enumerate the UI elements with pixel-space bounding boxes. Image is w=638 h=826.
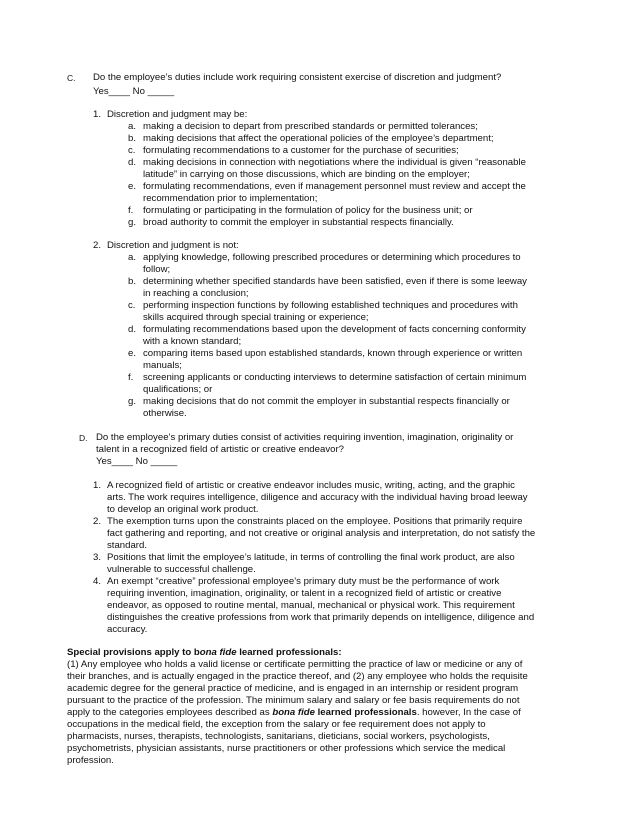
text-run: apply to the categories employees described as <box>67 707 273 718</box>
d-item-text: requiring invention, imagination, originality, or talent in a recognized field of artistic or creative <box>107 588 502 599</box>
d-item-number: 2. <box>93 516 102 527</box>
c2-sub-text: comparing items based upon established standards, known through experience or written <box>143 348 523 359</box>
c1-sub-letter: e. <box>128 181 137 192</box>
section-c-yes-no: Yes____ No _____ <box>93 86 175 97</box>
c2-sub-text: screening applicants or conducting interviews to determine satisfaction of certain minimum <box>143 372 527 383</box>
d-item-text: A recognized field of artistic or creative endeavor includes music, writing, acting, and the graphic <box>107 480 515 491</box>
c1-sub-text-cont: recommendation prior to implementation; <box>143 193 318 204</box>
c2-sub-text: performing inspection functions by following established techniques and procedures with <box>143 300 518 311</box>
c2-sub-text-cont: in reaching a conclusion; <box>143 288 249 299</box>
special-paragraph-line: profession. <box>67 755 114 766</box>
emphasis-run: bona fide <box>272 707 315 718</box>
section-c-item1-number: 1. <box>93 109 102 120</box>
special-paragraph-line: (1) Any employee who holds a valid license or certificate permitting the practice of law or medicine or any of <box>67 659 523 670</box>
c2-sub-letter: c. <box>128 300 136 311</box>
section-c-letter: C. <box>67 73 76 83</box>
c2-sub-letter: d. <box>128 324 137 335</box>
c2-sub-letter: b. <box>128 276 137 287</box>
c2-sub-text: making decisions that do not commit the employer in substantial respects financially or <box>143 396 510 407</box>
d-item-text: accuracy. <box>107 624 148 635</box>
c2-sub-text: applying knowledge, following prescribed procedures or determining which procedures to <box>143 252 521 263</box>
c1-sub-text: formulating or participating in the formulation of policy for the business unit; or <box>143 205 473 216</box>
section-c-item1-title: Discretion and judgment may be: <box>107 109 248 120</box>
c2-sub-text-cont: skills acquired through special training or experience; <box>143 312 369 323</box>
d-item-text: endeavor, as opposed to routine mental, manual, mechanical or physical work. This requirement <box>107 600 515 611</box>
special-paragraph-line <box>67 707 521 719</box>
d-item-text: to develop an original work product. <box>107 504 259 515</box>
special-paragraph-line: academic degree for the general practice of medicine, and is engaged in an internship or resident program <box>67 683 519 694</box>
c2-sub-text: determining whether specified standards have been satisfied, even if there is some leeway <box>143 276 527 287</box>
text-run: . however, In the case of <box>416 707 521 718</box>
section-d-question: Do the employee’s primary duties consist of activities requiring invention, imagination, originality or <box>96 432 514 443</box>
d-item-text: standard. <box>107 540 148 551</box>
c2-sub-letter: a. <box>128 252 137 263</box>
d-item-number: 1. <box>93 480 102 491</box>
c1-sub-text: broad authority to commit the employer in substantial respects financially. <box>143 217 454 228</box>
d-item-text: arts. The work requires intelligence, diligence and accuracy with the individual having broad leeway <box>107 492 528 503</box>
special-paragraph-line: pharmacists, nurses, therapists, technologists, sanitarians, dieticians, social workers, psychologists, <box>67 731 490 742</box>
section-d-yes-no: Yes____ No _____ <box>96 456 178 467</box>
c2-sub-text: formulating recommendations based upon the development of facts concerning conformity <box>143 324 526 335</box>
special-provisions-heading <box>67 647 342 659</box>
special-paragraph-line: occupations in the medical field, the exception from the salary or fee requirement does not apply to <box>67 719 486 730</box>
heading-part: Special provisions apply to b <box>67 647 200 658</box>
d-item-text: fact gathering and reporting, and not creative or original analysis and interpretation, do not satisfy the <box>107 528 536 539</box>
c1-sub-text: making a decision to depart from prescribed standards or permitted tolerances; <box>143 121 478 132</box>
c1-sub-letter: d. <box>128 157 137 168</box>
c2-sub-text-cont: qualifications; or <box>143 384 213 395</box>
heading-emphasis: ona fide <box>199 647 237 658</box>
d-item-text: An exempt “creative” professional employee’s primary duty must be the performance of work <box>107 576 500 587</box>
c1-sub-text: formulating recommendations, even if management personnel must review and accept the <box>143 181 526 192</box>
special-paragraph-line: pursuant to the practice of the profession. The minimum salary and salary or fee basis requirements do not <box>67 695 520 706</box>
section-c-item2-number: 2. <box>93 240 102 251</box>
c1-sub-letter: c. <box>128 145 136 156</box>
d-item-text: Positions that limit the employee’s latitude, in terms of controlling the final work product, are also <box>107 552 515 563</box>
section-d-letter: D. <box>79 433 88 443</box>
c1-sub-letter: a. <box>128 121 137 132</box>
d-item-text: distinguishes the creative professions from work that primarily depends on intelligence, diligence and <box>107 612 535 623</box>
c2-sub-text-cont: follow; <box>143 264 171 275</box>
c1-sub-text: formulating recommendations to a customer for the purchase of securities; <box>143 145 459 156</box>
d-item-text: The exemption turns upon the constraints placed on the employee. Positions that primarily require <box>107 516 523 527</box>
c1-sub-text-cont: latitude” in carrying on those discussions, which are binding on the employer; <box>143 169 470 180</box>
heading-part: learned professionals: <box>236 647 342 658</box>
c1-sub-text: making decisions that affect the operational policies of the employee’s department; <box>143 133 494 144</box>
c2-sub-letter: f. <box>128 372 134 383</box>
c1-sub-letter: b. <box>128 133 137 144</box>
section-c-item2-title: Discretion and judgment is not: <box>107 240 239 251</box>
d-item-number: 4. <box>93 576 102 587</box>
c2-sub-text-cont: otherwise. <box>143 408 187 419</box>
c2-sub-text-cont: manuals; <box>143 360 182 371</box>
c1-sub-text: making decisions in connection with negotiations where the individual is given “reasonable <box>143 157 526 168</box>
special-paragraph-line: their branches, and is actually engaged in the practice thereof, and (2) any employee who holds the requisite <box>67 671 528 682</box>
special-paragraph-line: psychometrists, physician assistants, nurse practitioners or other professions which service the medical <box>67 743 506 754</box>
c1-sub-letter: f. <box>128 205 134 216</box>
c2-sub-letter: e. <box>128 348 137 359</box>
bold-run: learned professionals <box>314 707 417 718</box>
c1-sub-letter: g. <box>128 217 137 228</box>
d-item-number: 3. <box>93 552 102 563</box>
c2-sub-letter: g. <box>128 396 137 407</box>
c2-sub-text-cont: with a known standard; <box>143 336 242 347</box>
section-c-question: Do the employee’s duties include work requiring consistent exercise of discretion and judgment? <box>93 72 502 83</box>
d-item-text: vulnerable to successful challenge. <box>107 564 256 575</box>
section-d-question-cont: talent in a recognized field of artistic or creative endeavor? <box>96 444 344 455</box>
